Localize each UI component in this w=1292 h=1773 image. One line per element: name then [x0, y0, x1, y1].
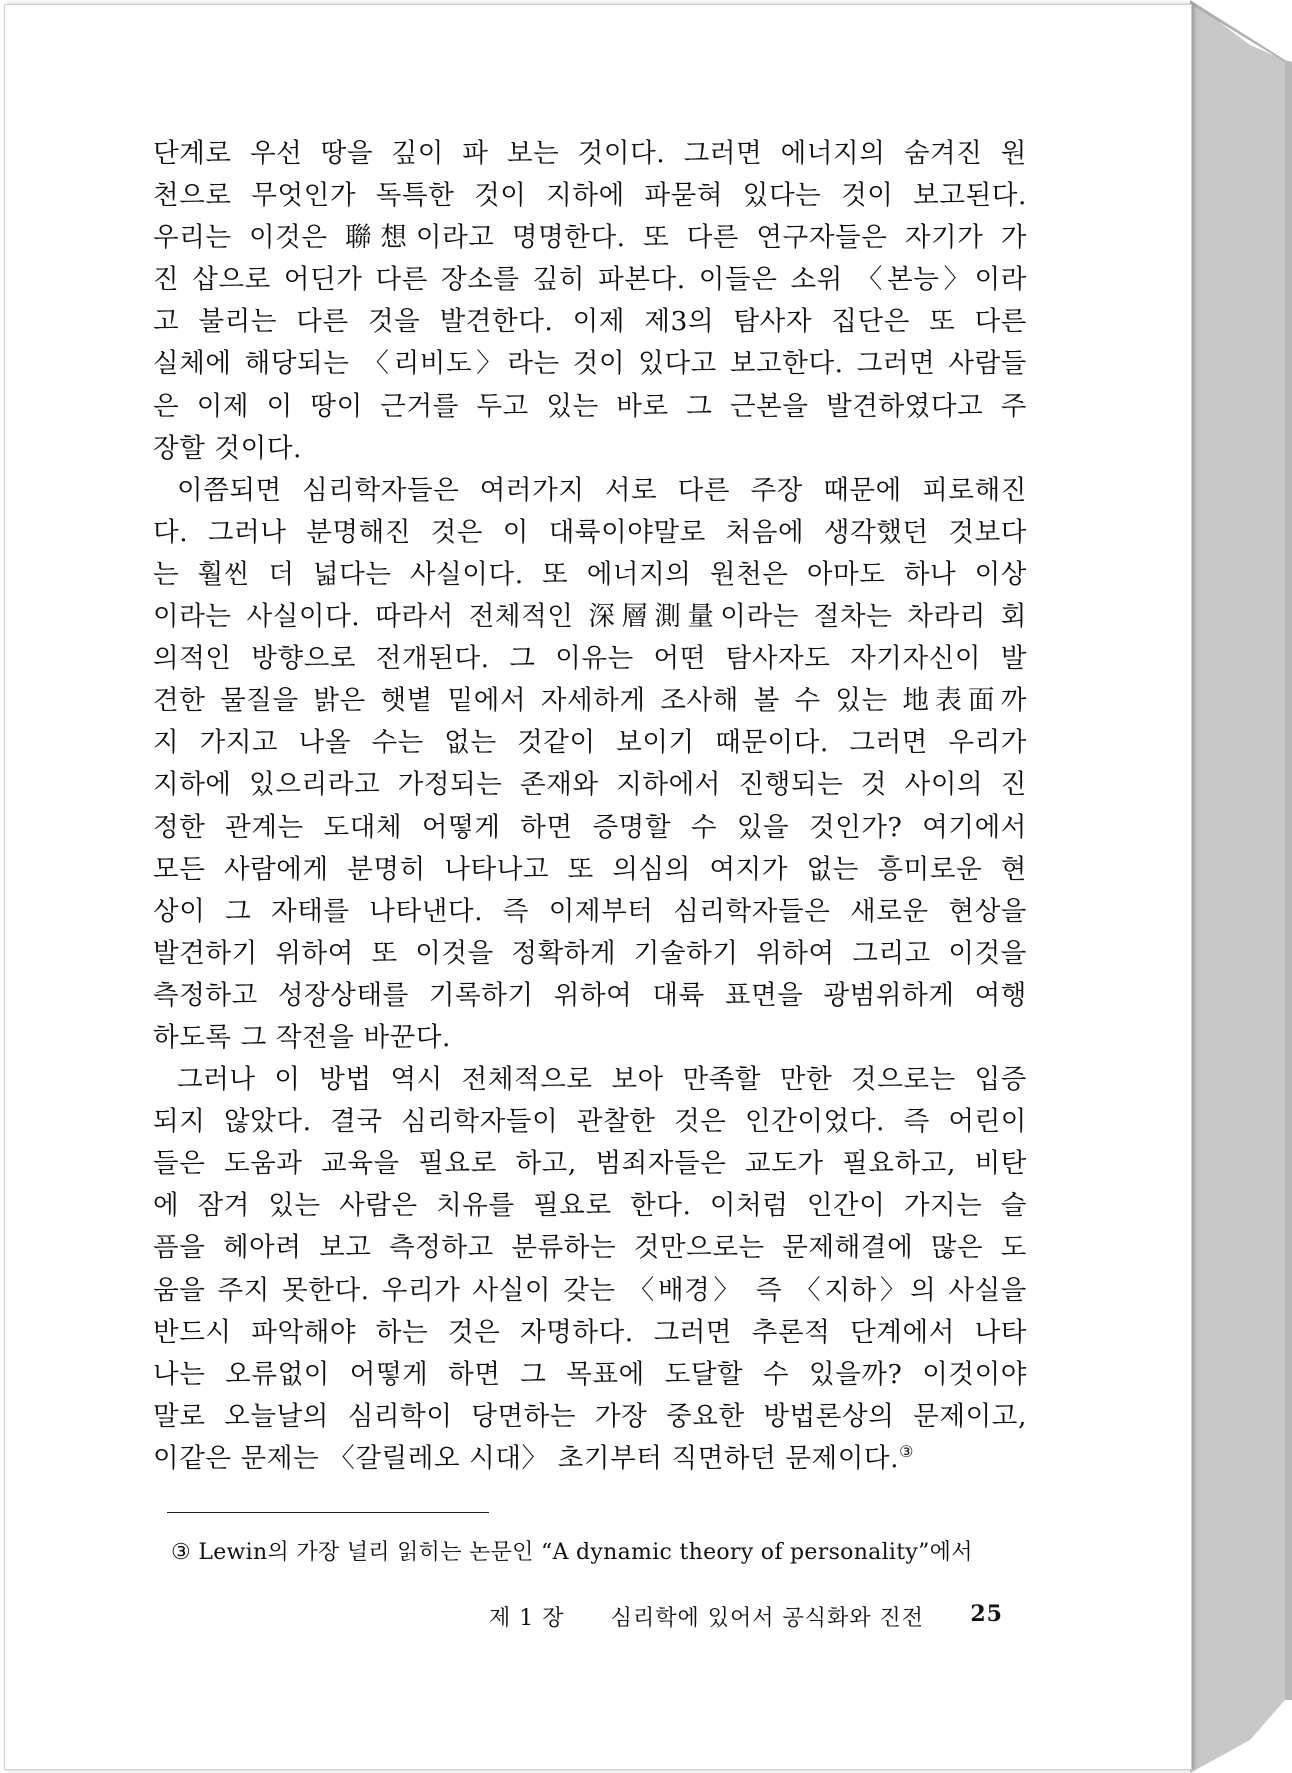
text-line: 고 불리는 다른 것을 발견한다. 이제 제3의 탐사자 집단은 또 다른: [153, 306, 1027, 338]
book-edge-shading: [1190, 0, 1292, 1773]
text-line: 모든 사람에게 분명히 나타나고 또 의심의 여지가 없는 흥미로운 현: [153, 853, 1027, 885]
text-line: 에 잠겨 있는 사람은 치유를 필요로 한다. 이처럼 인간이 가지는 슬: [153, 1190, 1027, 1222]
text-line: 상이 그 자태를 나타낸다. 즉 이제부터 심리학자들은 새로운 현상을: [153, 895, 1027, 927]
text-line: 발견하기 위하여 또 이것을 정확하게 기술하기 위하여 그리고 이것을: [153, 937, 1027, 969]
text-line: 하도록 그 작전을 바꾼다.: [153, 1021, 452, 1053]
footnote-reference: ③: [899, 1442, 915, 1462]
text-line: 천으로 무엇인가 독특한 것이 지하에 파묻혀 있다는 것이 보고된다.: [153, 180, 1027, 212]
text-line: 의적인 방향으로 전개된다. 그 이유는 어떤 탐사자도 자기자신이 발: [153, 643, 1027, 675]
text-line: 들은 도움과 교육을 필요로 하고, 범죄자들은 교도가 필요하고, 비탄: [153, 1148, 1027, 1180]
chapter-label: 제 1 장: [489, 1606, 565, 1631]
page-number: 25: [970, 1601, 1003, 1627]
footnote: ③ Lewin의 가장 널리 읽히는 논문인 “A dynamic theory of personality”에서: [171, 1540, 973, 1565]
text-line: 측정하고 성장상태를 기록하기 위하여 대륙 표면을 광범위하게 여행: [153, 979, 1027, 1011]
text-line: 은 이제 이 땅이 근거를 두고 있는 바로 그 근본을 발견하였다고 주: [153, 390, 1027, 422]
text-line: 그러나 이 방법 역시 전체적으로 보아 만족할 만한 것으로는 입증: [177, 1064, 1027, 1096]
page-footer: [489, 1601, 1003, 1632]
text-line: 이라는 사실이다. 따라서 전체적인 深層測量이라는 절차는 차라리 회: [153, 601, 1027, 633]
chapter-title: 심리학에 있어서 공식화와 진전: [610, 1606, 925, 1631]
text-line: 나는 오류없이 어떻게 하면 그 목표에 도달할 수 있을까? 이것이야: [153, 1358, 1027, 1390]
body-text: [153, 133, 1027, 1480]
text-line: 움을 주지 못한다. 우리가 사실이 갖는 〈배경〉 즉 〈지하〉의 사실을: [153, 1274, 1027, 1306]
text-line: 단계로 우선 땅을 깊이 파 보는 것이다. 그러면 에너지의 숨겨진 원: [153, 138, 1027, 169]
text-line: 픔을 헤아려 보고 측정하고 분류하는 것만으로는 문제해결에 많은 도: [153, 1232, 1027, 1264]
text-line: 이같은 문제는 〈갈릴레오 시대〉 초기부터 직면하던 문제이다.③: [153, 1442, 915, 1474]
text-line: 되지 않았다. 결국 심리학자들이 관찰한 것은 인간이었다. 즉 어린이: [153, 1106, 1027, 1138]
text-line: 견한 물질을 밝은 햇볕 밑에서 자세하게 조사해 볼 수 있는 地表面까: [153, 685, 1027, 717]
text-line: 는 훨씬 더 넓다는 사실이다. 또 에너지의 원천은 아마도 하나 이상: [153, 558, 1027, 590]
text-line: 장할 것이다.: [153, 432, 303, 464]
text-line: 반드시 파악해야 하는 것은 자명하다. 그러면 추론적 단계에서 나타: [153, 1316, 1027, 1348]
text-line: 지하에 있으리라고 가정되는 존재와 지하에서 진행되는 것 사이의 진: [153, 769, 1027, 801]
text-line: 말로 오늘날의 심리학이 당면하는 가장 중요한 방법론상의 문제이고,: [153, 1400, 1027, 1432]
text-line: 이쯤되면 심리학자들은 여러가지 서로 다른 주장 때문에 피로해진: [177, 474, 1027, 506]
text-line: 다. 그러나 분명해진 것은 이 대륙이야말로 처음에 생각했던 것보다: [153, 516, 1027, 548]
text-line: 정한 관계는 도대체 어떻게 하면 증명할 수 있을 것인가? 여기에서: [153, 811, 1027, 843]
footnote-divider: [167, 1512, 489, 1513]
book-page: [4, 4, 1192, 1770]
text-line: 실체에 해당되는 〈리비도〉라는 것이 있다고 보고한다. 그러면 사람들: [153, 348, 1027, 380]
text-line: 지 가지고 나올 수는 없는 것같이 보이기 때문이다. 그러면 우리가: [153, 727, 1027, 759]
text-line: 진 삽으로 어딘가 다른 장소를 깊히 파본다. 이들은 소위 〈본능〉이라: [153, 264, 1027, 296]
text-line: 우리는 이것은 聯想이라고 명명한다. 또 다른 연구자들은 자기가 가: [153, 222, 1027, 254]
